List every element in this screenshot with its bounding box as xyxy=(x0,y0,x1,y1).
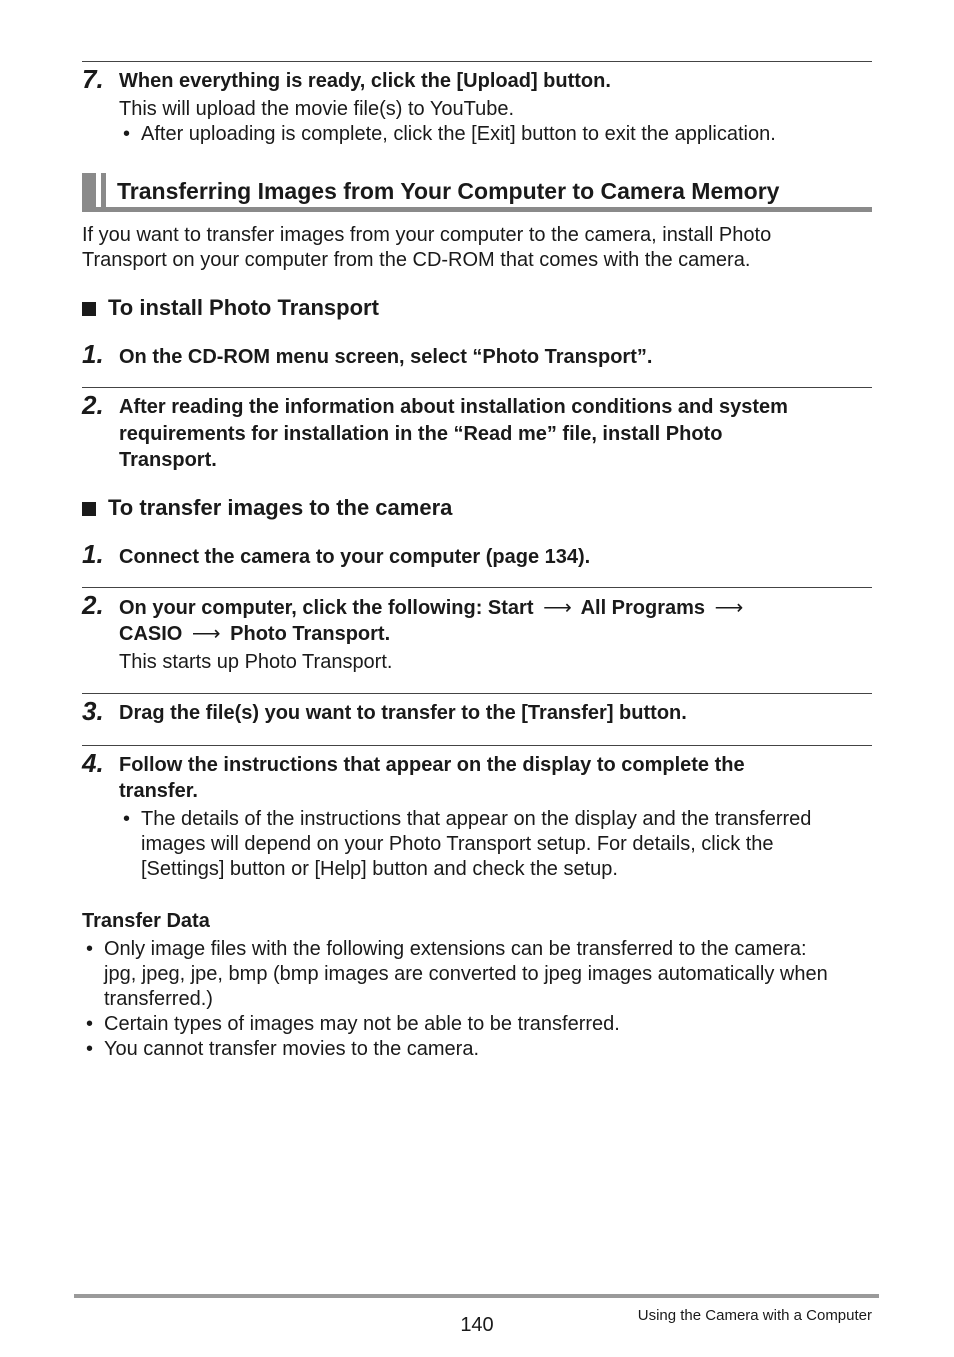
step-title-line: transfer. xyxy=(119,780,198,802)
arrow-right-icon: ⟶ xyxy=(191,623,221,645)
divider xyxy=(82,745,872,746)
bullet-dot: • xyxy=(123,123,131,145)
step-title: On the CD-ROM menu screen, select “Photo Transport”. xyxy=(119,346,653,368)
step-title: Drag the file(s) you want to transfer to the [Transfer] button. xyxy=(119,702,687,724)
divider xyxy=(82,61,872,62)
bullet-text: You cannot transfer movies to the camera. xyxy=(104,1038,480,1060)
bullet-dot: • xyxy=(86,1038,94,1060)
bullet-item xyxy=(86,1037,480,1062)
bullet-item xyxy=(123,807,812,832)
subheading-text: To transfer images to the camera xyxy=(108,495,453,520)
step-title-line xyxy=(119,595,871,622)
step-title-line: Follow the instructions that appear on the display to complete the xyxy=(119,754,745,776)
menu-path-start: On your computer, click the following: Start xyxy=(119,597,534,619)
bullet-item xyxy=(86,937,807,962)
bullet-continuation: images will depend on your Photo Transport setup. For details, click the xyxy=(141,833,774,855)
subheading-install xyxy=(82,294,379,322)
arrow-right-icon: ⟶ xyxy=(543,597,572,619)
subheading-text: To install Photo Transport xyxy=(108,295,379,320)
intro-line: If you want to transfer images from your computer to the camera, install Photo xyxy=(82,224,772,246)
step-description: This will upload the movie file(s) to YouTube. xyxy=(119,98,515,120)
section-title: Transferring Images from Your Computer to Camera Memory xyxy=(117,178,780,204)
bullet-continuation: transferred.) xyxy=(104,988,213,1010)
bullet-text: After uploading is complete, click the [Exit] button to exit the application. xyxy=(141,123,776,145)
bullet-dot: • xyxy=(123,808,131,830)
bullet-continuation: [Settings] button or [Help] button and check the setup. xyxy=(141,858,618,880)
step-description: This starts up Photo Transport. xyxy=(119,651,393,673)
step-title: When everything is ready, click the [Upload] button. xyxy=(119,70,611,92)
step-title-line: After reading the information about installation conditions and system xyxy=(119,396,788,418)
divider xyxy=(82,387,872,388)
menu-path-photo-transport: Photo Transport. xyxy=(230,623,391,645)
footer-divider xyxy=(74,1294,879,1298)
step-number: 1. xyxy=(82,539,104,569)
arrow-right-icon: ⟶ xyxy=(714,597,744,619)
bullet-continuation: jpg, jpeg, jpe, bmp (bmp images are converted to jpeg images automatically when xyxy=(104,963,828,985)
divider xyxy=(82,587,872,588)
step-number: 2. xyxy=(82,590,104,620)
intro-line: Transport on your computer from the CD-ROM that comes with the camera. xyxy=(82,249,751,271)
bullet-item xyxy=(86,1012,620,1037)
bullet-text: Certain types of images may not be able to be transferred. xyxy=(104,1013,620,1035)
square-bullet-icon xyxy=(82,502,96,516)
menu-path-all-programs: All Programs xyxy=(580,597,706,619)
step-number: 3. xyxy=(82,696,104,726)
bullet-text: The details of the instructions that appear on the display and the transferred xyxy=(141,808,812,830)
square-bullet-icon xyxy=(82,302,96,316)
bullet-dot: • xyxy=(86,1013,94,1035)
step-title: Connect the camera to your computer (page 134). xyxy=(119,546,591,568)
subheading-transfer xyxy=(82,494,452,522)
page-number: 140 xyxy=(460,1314,494,1336)
step-number: 2. xyxy=(82,390,104,420)
menu-path-casio: CASIO xyxy=(119,623,183,645)
transfer-data-heading: Transfer Data xyxy=(82,910,210,932)
step-title-line xyxy=(119,621,871,648)
section-header xyxy=(82,173,872,212)
step-number: 7. xyxy=(82,64,104,94)
section-underline xyxy=(82,207,872,212)
bullet-dot: • xyxy=(86,938,94,960)
divider xyxy=(82,693,872,694)
step-number: 1. xyxy=(82,339,104,369)
step-title-line: requirements for installation in the “Read me” file, install Photo xyxy=(119,423,723,445)
step-number: 4. xyxy=(82,748,104,778)
bullet-text: Only image files with the following extensions can be transferred to the camera: xyxy=(104,938,807,960)
chapter-title: Using the Camera with a Computer xyxy=(637,1307,872,1324)
step-title-line: Transport. xyxy=(119,449,217,471)
bullet-item xyxy=(123,122,776,147)
